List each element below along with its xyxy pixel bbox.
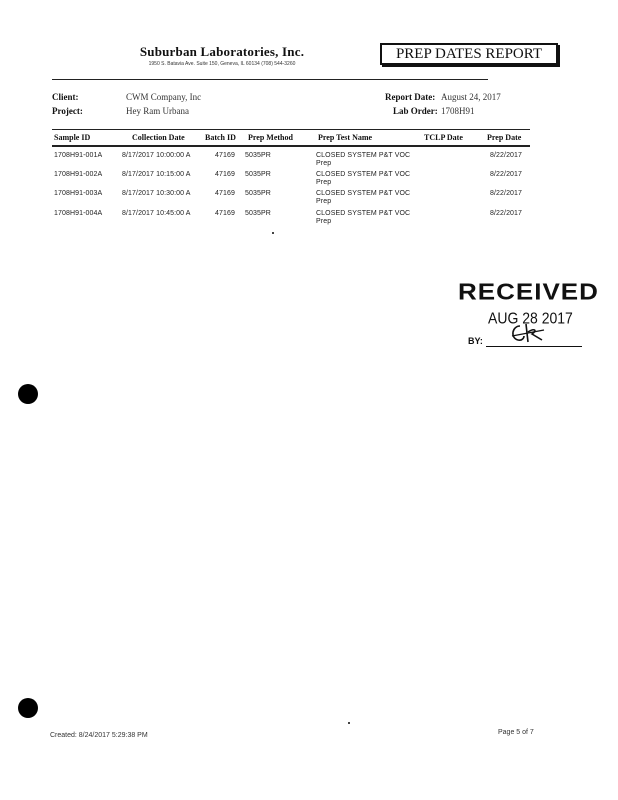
punch-hole xyxy=(18,384,38,404)
project-label: Project: xyxy=(52,106,83,116)
cell-test-name: CLOSED SYSTEM P&T VOC Prep xyxy=(316,171,411,186)
table-top-rule xyxy=(52,129,530,130)
col-header-collection-date: Collection Date xyxy=(132,133,185,142)
cell-prep-method: 5035PR xyxy=(245,171,271,178)
cell-sample-id: 1708H91-001A xyxy=(54,152,103,159)
cell-prep-method: 5035PR xyxy=(245,210,271,217)
cell-collection-date: 8/17/2017 10:15:00 A xyxy=(122,171,191,178)
cell-sample-id: 1708H91-002A xyxy=(54,171,103,178)
cell-sample-id: 1708H91-004A xyxy=(54,210,103,217)
cell-batch-id: 47169 xyxy=(215,190,235,197)
report-date-value: August 24, 2017 xyxy=(441,92,501,102)
cell-test-name: CLOSED SYSTEM P&T VOC Prep xyxy=(316,152,411,167)
footer-created-timestamp: Created: 8/24/2017 5:29:38 PM xyxy=(50,732,148,739)
table-header-rule xyxy=(52,145,530,147)
cell-batch-id: 47169 xyxy=(215,210,235,217)
footer-page-number: Page 5 of 7 xyxy=(498,729,534,736)
col-header-prep-method: Prep Method xyxy=(248,133,293,142)
header-divider xyxy=(52,79,488,80)
cell-prep-method: 5035PR xyxy=(245,190,271,197)
stamp-signature-initials xyxy=(506,320,546,344)
scan-speck xyxy=(348,722,350,724)
scan-speck xyxy=(272,232,274,234)
cell-batch-id: 47169 xyxy=(215,152,235,159)
cell-prep-date: 8/22/2017 xyxy=(490,152,523,159)
lab-address: 1950 S. Batavia Ave. Suite 150, Geneva, IL 60134 (708) 544-3260 xyxy=(148,61,296,67)
stamp-received-text: RECEIVED xyxy=(458,278,599,305)
stamp-date: AUG 28 2017 xyxy=(488,309,573,327)
lab-order-label: Lab Order: xyxy=(393,106,438,116)
col-header-sample-id: Sample ID xyxy=(54,133,91,142)
report-title: PREP DATES REPORT xyxy=(380,43,558,65)
client-value: CWM Company, Inc xyxy=(126,92,202,102)
cell-prep-date: 8/22/2017 xyxy=(490,210,523,217)
cell-prep-date: 8/22/2017 xyxy=(490,190,523,197)
received-stamp xyxy=(458,276,599,354)
col-header-prep-date: Prep Date xyxy=(487,133,522,142)
col-header-tclp-date: TCLP Date xyxy=(424,133,463,142)
report-date-label: Report Date: xyxy=(385,92,436,102)
lab-order-value: 1708H91 xyxy=(441,106,475,116)
cell-sample-id: 1708H91-003A xyxy=(54,190,103,197)
cell-prep-date: 8/22/2017 xyxy=(490,171,523,178)
cell-test-name: CLOSED SYSTEM P&T VOC Prep xyxy=(316,190,411,205)
punch-hole xyxy=(18,698,38,718)
cell-prep-method: 5035PR xyxy=(245,152,271,159)
cell-collection-date: 8/17/2017 10:45:00 A xyxy=(122,210,191,217)
stamp-signature-line xyxy=(486,346,582,347)
col-header-batch-id: Batch ID xyxy=(205,133,236,142)
cell-batch-id: 47169 xyxy=(215,171,235,178)
cell-collection-date: 8/17/2017 10:00:00 A xyxy=(122,152,191,159)
cell-test-name: CLOSED SYSTEM P&T VOC Prep xyxy=(316,210,411,225)
col-header-prep-test-name: Prep Test Name xyxy=(318,133,373,142)
cell-collection-date: 8/17/2017 10:30:00 A xyxy=(122,190,191,197)
stamp-by-label: BY: xyxy=(468,336,483,346)
client-label: Client: xyxy=(52,92,79,102)
lab-name: Suburban Laboratories, Inc. xyxy=(139,44,305,59)
project-value: Hey Ram Urbana xyxy=(126,106,189,116)
